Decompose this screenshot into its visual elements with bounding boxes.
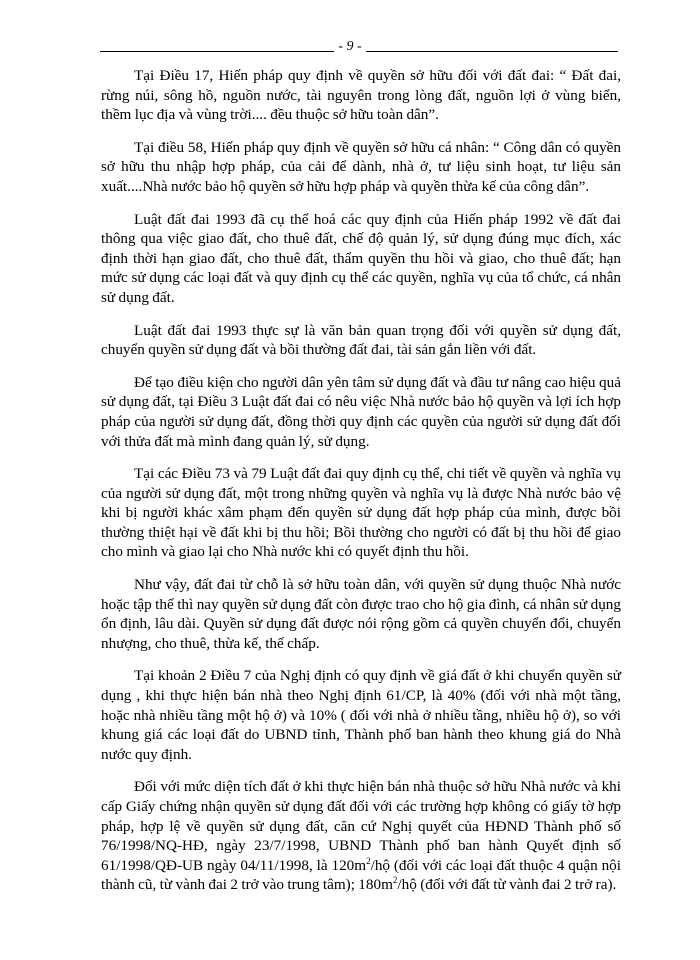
page-number-text: - 9 - (334, 39, 365, 54)
paragraph-article-58: Tại điều 58, Hiến pháp quy định về quyền sở hữu cá nhân: “ Công dân có quyền sở hữu thu nhập hợp pháp, của cải để dành, nhà ở, tư liệu sinh hoạt, tư liệu sản xuất....Nhà nước bảo hộ quyền sở hữu hợp pháp và quyền thừa kế của công dân”. (101, 138, 621, 195)
paragraph-article-3: Để tạo điều kiện cho người dân yên tâm sử dụng đất và đầu tư nâng cao hiệu quả sử dụng đất, tại Điều 3 Luật đất đai có nêu việc Nhà nước bảo hộ quyền và lợi ích hợp pháp của người sử dụng đất, đồng thời quy định các quyền của người sử dụng đất đối với thửa đất mà mình đang quản lý, sử dụng. (101, 373, 621, 450)
paragraph-article-17: Tại Điều 17, Hiến pháp quy định về quyền sở hữu đối với đất đai: “ Đất đai, rừng núi, sông hồ, nguồn nước, tài nguyên trong lòng đất, nguồn lợi ở vùng biển, thềm lục địa và vùng trời.... đều thuộc sở hữu toàn dân”. (101, 67, 621, 124)
paragraph-land-law-1993: Luật đất đai 1993 đã cụ thể hoá các quy định của Hiến pháp 1992 về đất đai thông qua việc giao đất, cho thuê đất, chế độ quản lý, sử dụng đúng mục đích, xác định thời hạn giao đất, cho thuê đất, thẩm quyền thu hồi và giao, cho thuê đất; hạn mức sử dụng các loại đất và quy định cụ thể các quyền, nghĩa vụ của tổ chức, cá nhân sử dụng đất. (101, 210, 621, 306)
paragraph-land-law-importance: Luật đất đai 1993 thực sự là văn bản quan trọng đối với quyền sử dụng đất, chuyển quyền sử dụng đất và bồi thường đất đai, tài sản gắn liền với đất. (101, 321, 621, 359)
paragraph-articles-73-79: Tại các Điều 73 và 79 Luật đất đai quy định cụ thể, chi tiết về quyền và nghĩa vụ của người sử dụng đất, một trong những quyền và nghĩa vụ là được Nhà nước bảo vệ khi bị người khác xâm phạm đến quyền sử dụng đất hợp pháp của mình, được bồi thường thiệt hại về đất khi bị thu hồi; Bồi thường cho người có đất bị thu hồi để giao cho mình và giao lại cho Nhà nước khi có quyết định thu hồi. (101, 465, 621, 561)
superscript-2: 2 (392, 875, 398, 886)
paragraph-land-area-limits (101, 777, 621, 895)
land-area-text-1: Đối với mức diện tích đất ở khi thực hiện bán nhà thuộc sở hữu Nhà nước và khi cấp Giấy chứng nhận quyền sử dụng đất đối với các trường hợp không có giấy tờ hợp pháp, hợp lệ về quyền sử dụng đất, căn cứ Nghị quyết của HĐND Thành phố số 76/1998/NQ-HĐ, ngày 23/7/1998, UBND Thành phố ban hành Quyết định số 61/1998/QĐ-UB ngày 04/11/1998, là 120m (101, 778, 621, 874)
paragraph-decree-article-7: Tại khoản 2 Điều 7 của Nghị định có quy định về giá đất ở khi chuyển quyền sử dụng , khi thực hiện bán nhà theo Nghị định 61/CP, là 40% (đối với nhà một tầng, hoặc nhà nhiều tầng một hộ ở) và 10% ( đối với nhà ở nhiều tầng, nhiều hộ ở), so với khung giá các loại đất do UBND tỉnh, Thành phố ban hành theo khung giá do Nhà nước quy định. (101, 667, 621, 763)
paragraph-land-use-rights: Như vậy, đất đai từ chỗ là sở hữu toàn dân, với quyền sử dụng thuộc Nhà nước hoặc tập thể thì nay quyền sử dụng đất còn được trao cho hộ gia đình, cá nhân sử dụng ổn định, lâu dài. Quyền sử dụng đất được nói rộng gồm cả quyền chuyển đổi, chuyển nhượng, cho thuê, thừa kế, thế chấp. (101, 576, 621, 652)
land-area-text-2: /hộ (đối với các loại đất thuộc 4 quận nội thành cũ, từ vành đai 2 trở vào trung tâm); 180m (101, 856, 621, 894)
superscript-1: 2 (366, 855, 371, 866)
page-number (0, 40, 700, 54)
land-area-text-3: /hộ (đối với đất từ vành đai 2 trở ra). (397, 876, 617, 894)
document-body (101, 66, 621, 908)
